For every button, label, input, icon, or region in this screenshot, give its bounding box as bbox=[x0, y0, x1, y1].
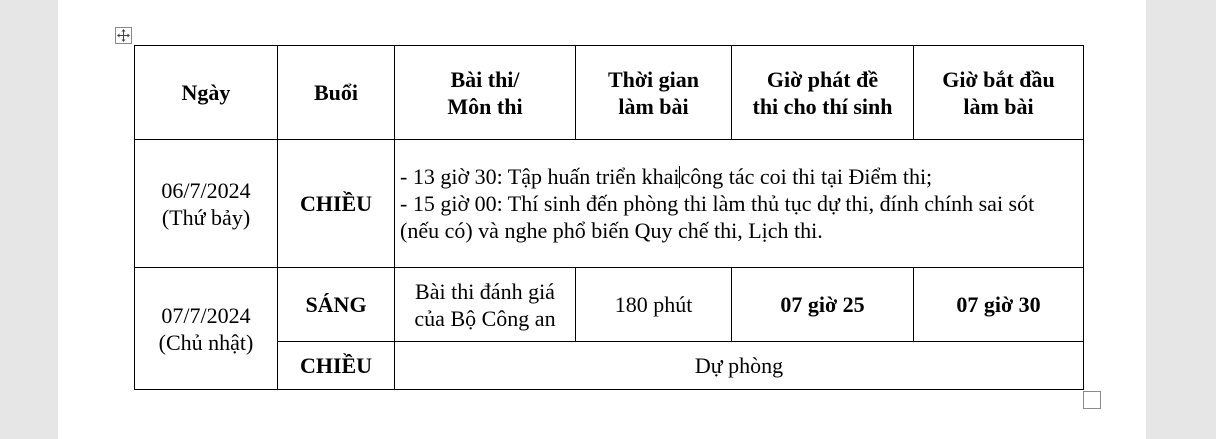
table-row-day2-morning bbox=[135, 268, 1084, 342]
table-row-day2-afternoon bbox=[135, 342, 1084, 390]
header-row bbox=[135, 46, 1084, 140]
day1-note2-line1: - 15 giờ 00: Thí sinh đến phòng thi làm thủ tục dự thi, đính chính sai sót bbox=[400, 191, 1035, 216]
day2-date: 07/7/2024 bbox=[161, 302, 251, 328]
day1-note2-line2: (nếu có) và nghe phổ biến Quy chế thi, Lịch thi. bbox=[400, 218, 823, 243]
day2-date-cell bbox=[135, 268, 278, 390]
day2-duration-cell bbox=[576, 268, 732, 342]
day1-date: 06/7/2024 bbox=[161, 177, 251, 203]
header-session bbox=[278, 46, 395, 140]
day2-afternoon-session: CHIỀU bbox=[299, 353, 373, 378]
day2-afternoon-session-cell bbox=[278, 342, 395, 390]
header-date-label: Ngày bbox=[181, 80, 231, 105]
table-move-handle-icon[interactable] bbox=[115, 27, 132, 44]
day1-note1 bbox=[400, 163, 1083, 190]
day2-exam-line1: Bài thi đánh giá bbox=[415, 278, 555, 304]
table-row-day1 bbox=[135, 140, 1084, 268]
day2-exam-line2: của Bộ Công an bbox=[414, 305, 556, 331]
day2-exam-cell bbox=[395, 268, 576, 342]
header-duration-line1: Thời gian bbox=[607, 66, 700, 92]
header-exam-line1: Bài thi/ bbox=[450, 66, 520, 92]
header-start-line1: Giờ bắt đầu bbox=[942, 66, 1055, 92]
day2-distribution-cell bbox=[732, 268, 914, 342]
header-duration bbox=[576, 46, 732, 140]
header-distribution-line1: Giờ phát đề bbox=[766, 66, 879, 92]
header-distribution-line2: thi cho thí sinh bbox=[752, 93, 893, 119]
day2-morning-session: SÁNG bbox=[305, 292, 367, 317]
header-exam bbox=[395, 46, 576, 140]
header-exam-line2: Môn thi bbox=[447, 93, 523, 119]
day1-note1-part2: công tác coi thi tại Điểm thi; bbox=[680, 164, 933, 189]
day2-afternoon-note-cell bbox=[395, 342, 1084, 390]
header-duration-line2: làm bài bbox=[618, 93, 689, 119]
day2-morning-session-cell bbox=[278, 268, 395, 342]
header-start-line2: làm bài bbox=[963, 93, 1034, 119]
day1-notes-cell[interactable] bbox=[395, 140, 1084, 268]
day1-weekday: (Thứ bảy) bbox=[161, 204, 251, 230]
day1-note1-part1: - 13 giờ 30: Tập huấn triển khai bbox=[400, 164, 680, 189]
header-start-time bbox=[914, 46, 1084, 140]
day2-afternoon-note: Dự phòng bbox=[694, 353, 784, 378]
exam-schedule-table bbox=[134, 45, 1084, 390]
day2-start-time: 07 giờ 30 bbox=[956, 292, 1041, 317]
day1-date-cell bbox=[135, 140, 278, 268]
header-distribution-time bbox=[732, 46, 914, 140]
table-resize-handle-icon[interactable] bbox=[1083, 391, 1101, 409]
day2-duration: 180 phút bbox=[614, 292, 693, 317]
day2-distribution-time: 07 giờ 25 bbox=[780, 292, 865, 317]
day1-session-cell bbox=[278, 140, 395, 268]
day1-session: CHIỀU bbox=[299, 191, 373, 216]
day2-start-cell bbox=[914, 268, 1084, 342]
header-session-label: Buổi bbox=[313, 80, 359, 105]
day2-weekday: (Chủ nhật) bbox=[158, 329, 254, 355]
header-date bbox=[135, 46, 278, 140]
